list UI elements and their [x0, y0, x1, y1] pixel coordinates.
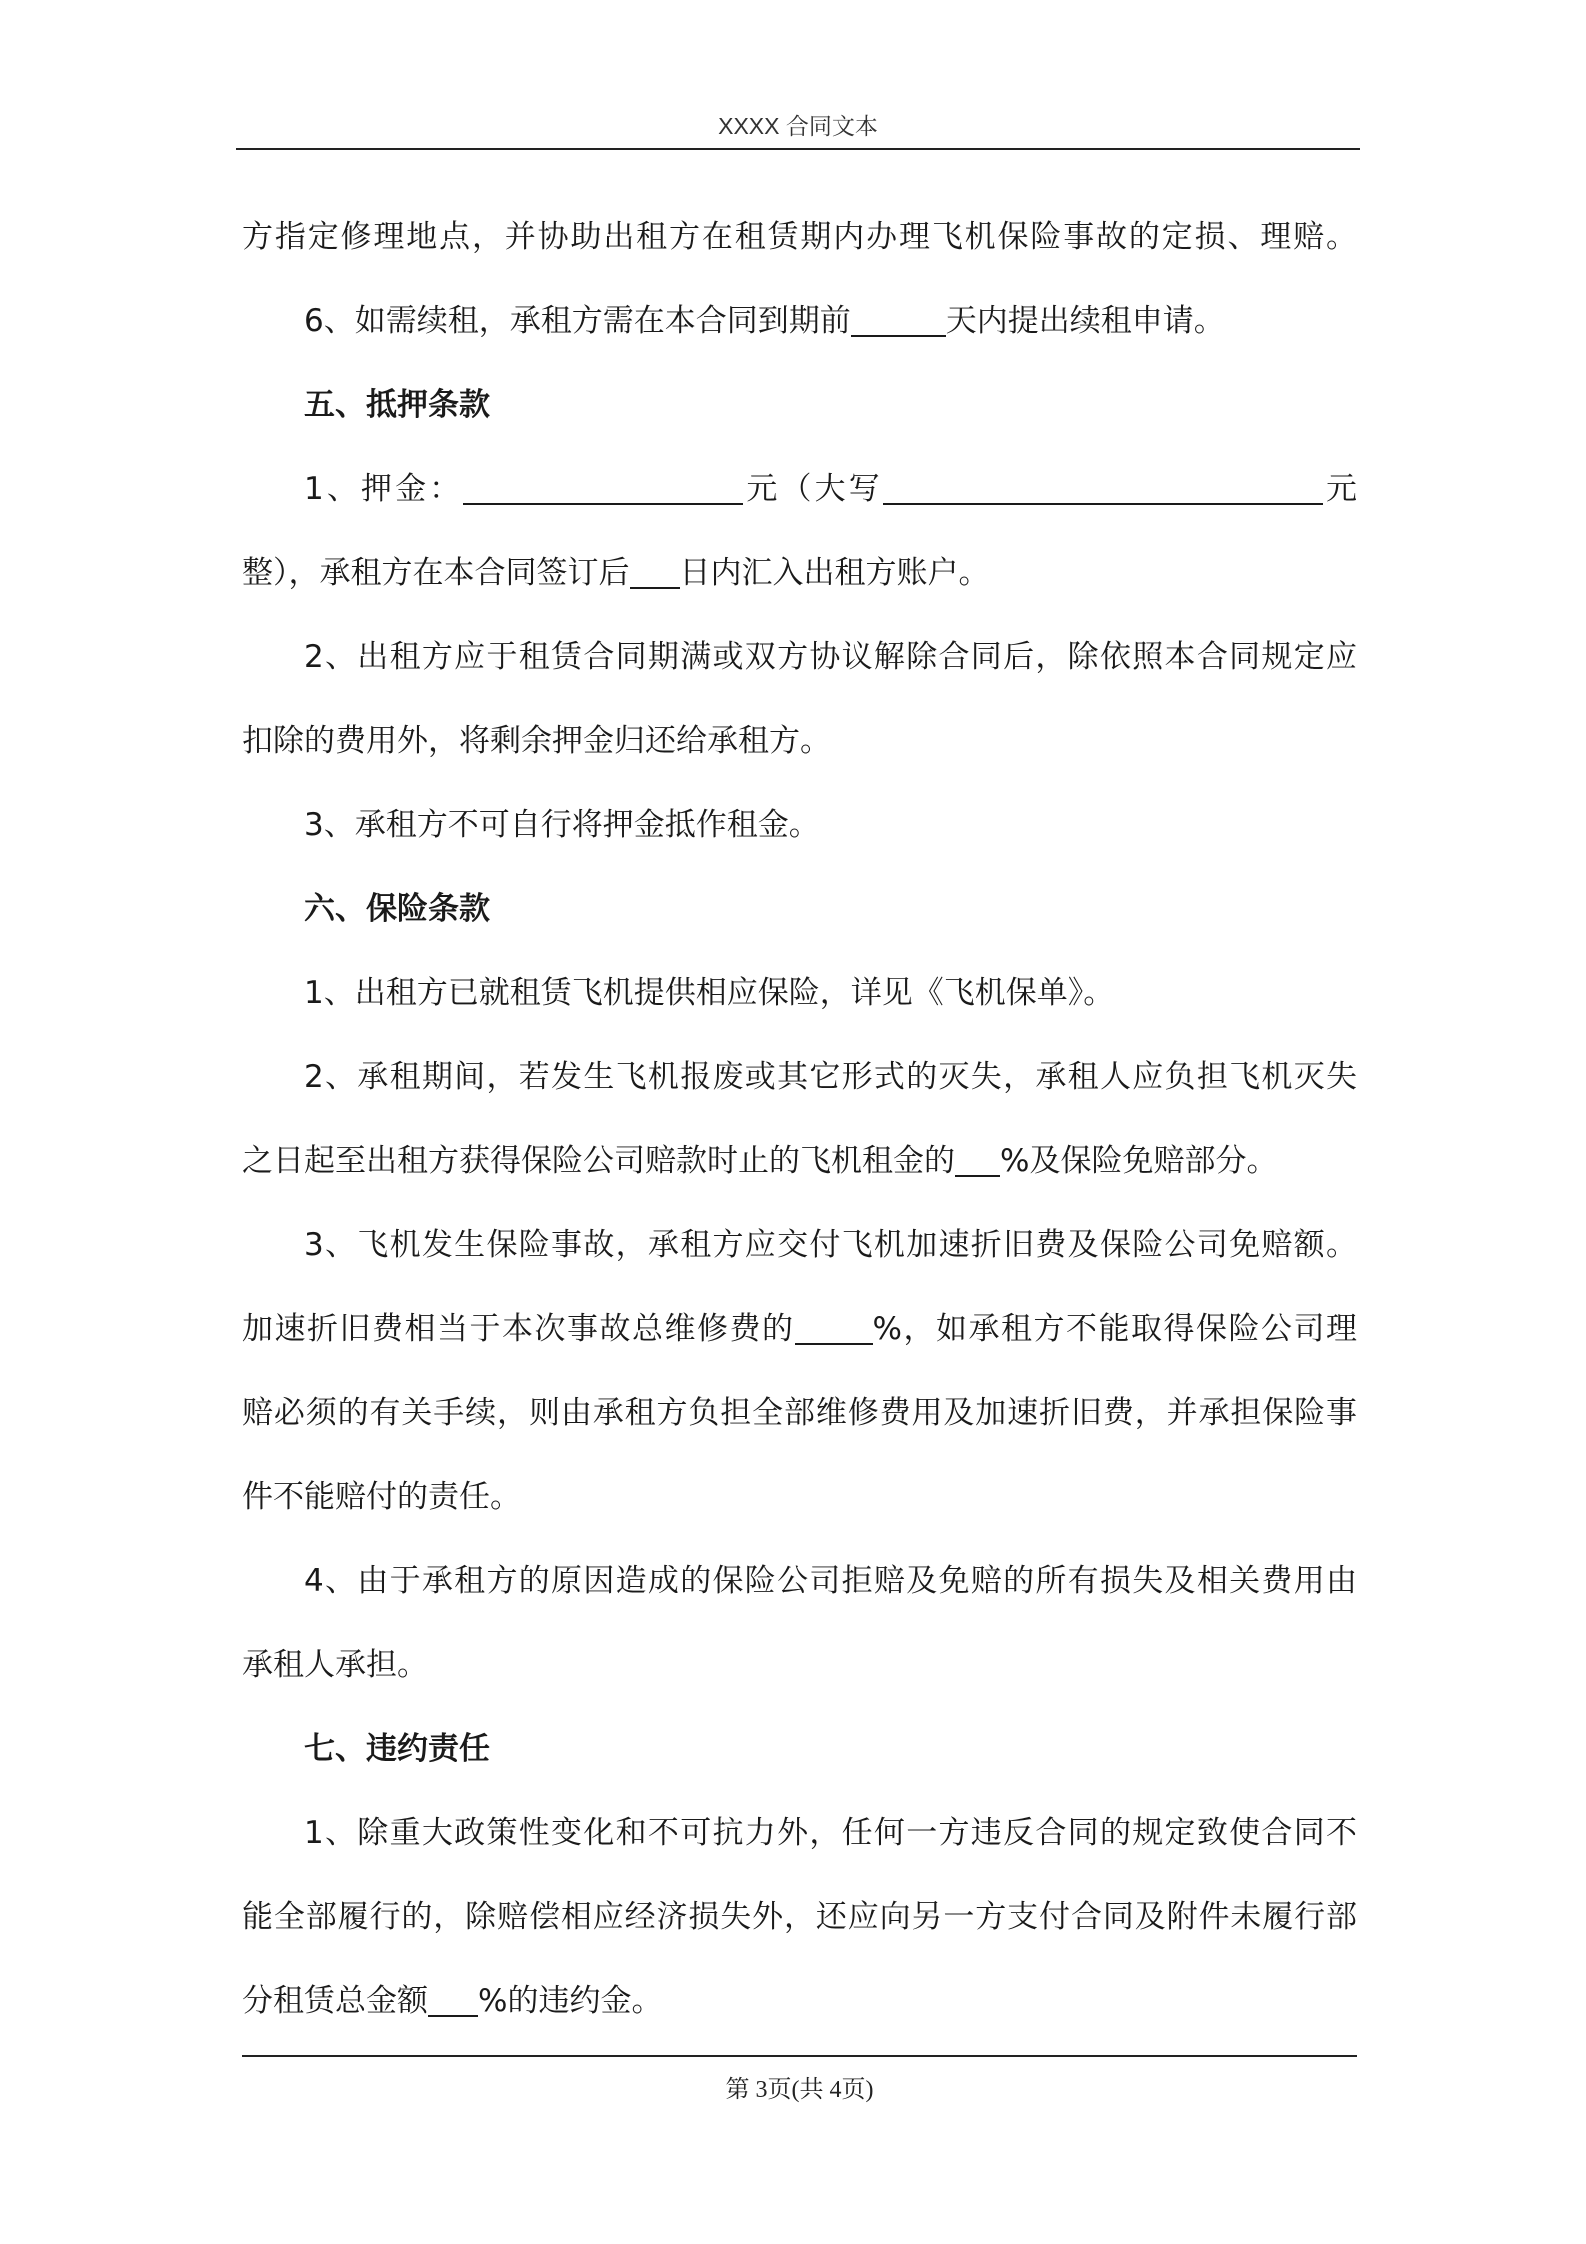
- section-heading: [242, 1707, 1357, 1791]
- paragraph-line: [242, 1875, 1357, 1959]
- section-heading: [242, 867, 1357, 951]
- text: 之日起至出租方获得保险公司赔款时止的飞机租金的: [242, 1143, 955, 1179]
- text: 整），承租方在本合同签订后: [242, 555, 630, 591]
- text: 6、如需续租，承租方需在本合同到期前: [304, 303, 851, 339]
- paragraph-line: [242, 1371, 1357, 1455]
- paragraph-line: [242, 1203, 1357, 1287]
- text: 赔必须的有关手续，则由承租方负担全部维修费用及加速折旧费，并承担保险事: [242, 1395, 1357, 1431]
- paragraph-line: [242, 951, 1357, 1035]
- text: 3、承租方不可自行将押金抵作租金。: [304, 807, 820, 843]
- paragraph-line: [242, 1035, 1357, 1119]
- fill-in-blank: [428, 1985, 478, 2017]
- paragraph-line: [242, 699, 1357, 783]
- text: 扣除的费用外，将剩余押金归还给承租方。: [242, 723, 831, 759]
- text: 4、由于承租方的原因造成的保险公司拒赔及免赔的所有损失及相关费用由: [304, 1563, 1357, 1599]
- header-title: XXXX 合同文本: [718, 113, 878, 139]
- paragraph-line: [242, 447, 1357, 531]
- text: 元: [1322, 471, 1358, 507]
- text: 元（大写: [743, 471, 883, 507]
- heading-text: 五、抵押条款: [304, 387, 490, 423]
- fill-in-blank: [883, 473, 1323, 505]
- footer-divider: [242, 2055, 1357, 2057]
- page-number: 第 3页(共 4页): [725, 2077, 874, 2103]
- paragraph-line: [242, 1791, 1357, 1875]
- text: 承租人承担。: [242, 1647, 428, 1683]
- paragraph-line: [242, 1539, 1357, 1623]
- heading-text: 七、违约责任: [304, 1731, 490, 1767]
- paragraph-line: [242, 195, 1357, 279]
- fill-in-blank: [955, 1145, 1000, 1177]
- text: %的违约金。: [478, 1983, 663, 2019]
- text: 2、承租期间，若发生飞机报废或其它形式的灭失，承租人应负担飞机灭失: [304, 1059, 1357, 1095]
- fill-in-blank: [795, 1313, 873, 1345]
- section-heading: [242, 363, 1357, 447]
- text: 1、出租方已就租赁飞机提供相应保险，详见《飞机保单》。: [304, 975, 1115, 1011]
- document-body: [242, 195, 1357, 2043]
- text: %及保险免赔部分。: [1000, 1143, 1278, 1179]
- paragraph-line: [242, 279, 1357, 363]
- text: 1、除重大政策性变化和不可抗力外，任何一方违反合同的规定致使合同不: [304, 1815, 1357, 1851]
- text: 件不能赔付的责任。: [242, 1479, 521, 1515]
- paragraph-line: [242, 1959, 1357, 2043]
- page-header: [236, 108, 1360, 150]
- text: %，如承租方不能取得保险公司理: [872, 1311, 1357, 1347]
- paragraph-line: [242, 531, 1357, 615]
- text: 2、出租方应于租赁合同期满或双方协议解除合同后，除依照本合同规定应: [304, 639, 1357, 675]
- heading-text: 六、保险条款: [304, 891, 490, 927]
- text: 能全部履行的，除赔偿相应经济损失外，还应向另一方支付合同及附件未履行部: [242, 1899, 1357, 1935]
- paragraph-line: [242, 1287, 1357, 1371]
- text: 分租赁总金额: [242, 1983, 428, 2019]
- paragraph-line: [242, 783, 1357, 867]
- text: 加速折旧费相当于本次事故总维修费的: [242, 1311, 795, 1347]
- page-footer: [242, 2072, 1357, 2108]
- fill-in-blank: [851, 305, 946, 337]
- paragraph-line: [242, 1623, 1357, 1707]
- text: 天内提出续租申请。: [945, 303, 1225, 339]
- paragraph-line: [242, 1119, 1357, 1203]
- paragraph-line: [242, 1455, 1357, 1539]
- text: 1、押金：: [304, 471, 464, 507]
- text: 3、飞机发生保险事故，承租方应交付飞机加速折旧费及保险公司免赔额。: [304, 1227, 1357, 1263]
- text: 方指定修理地点，并协助出租方在租赁期内办理飞机保险事故的定损、理赔。: [242, 219, 1357, 255]
- text: 日内汇入出租方账户。: [679, 555, 990, 591]
- fill-in-blank: [630, 557, 680, 589]
- paragraph-line: [242, 615, 1357, 699]
- fill-in-blank: [463, 473, 743, 505]
